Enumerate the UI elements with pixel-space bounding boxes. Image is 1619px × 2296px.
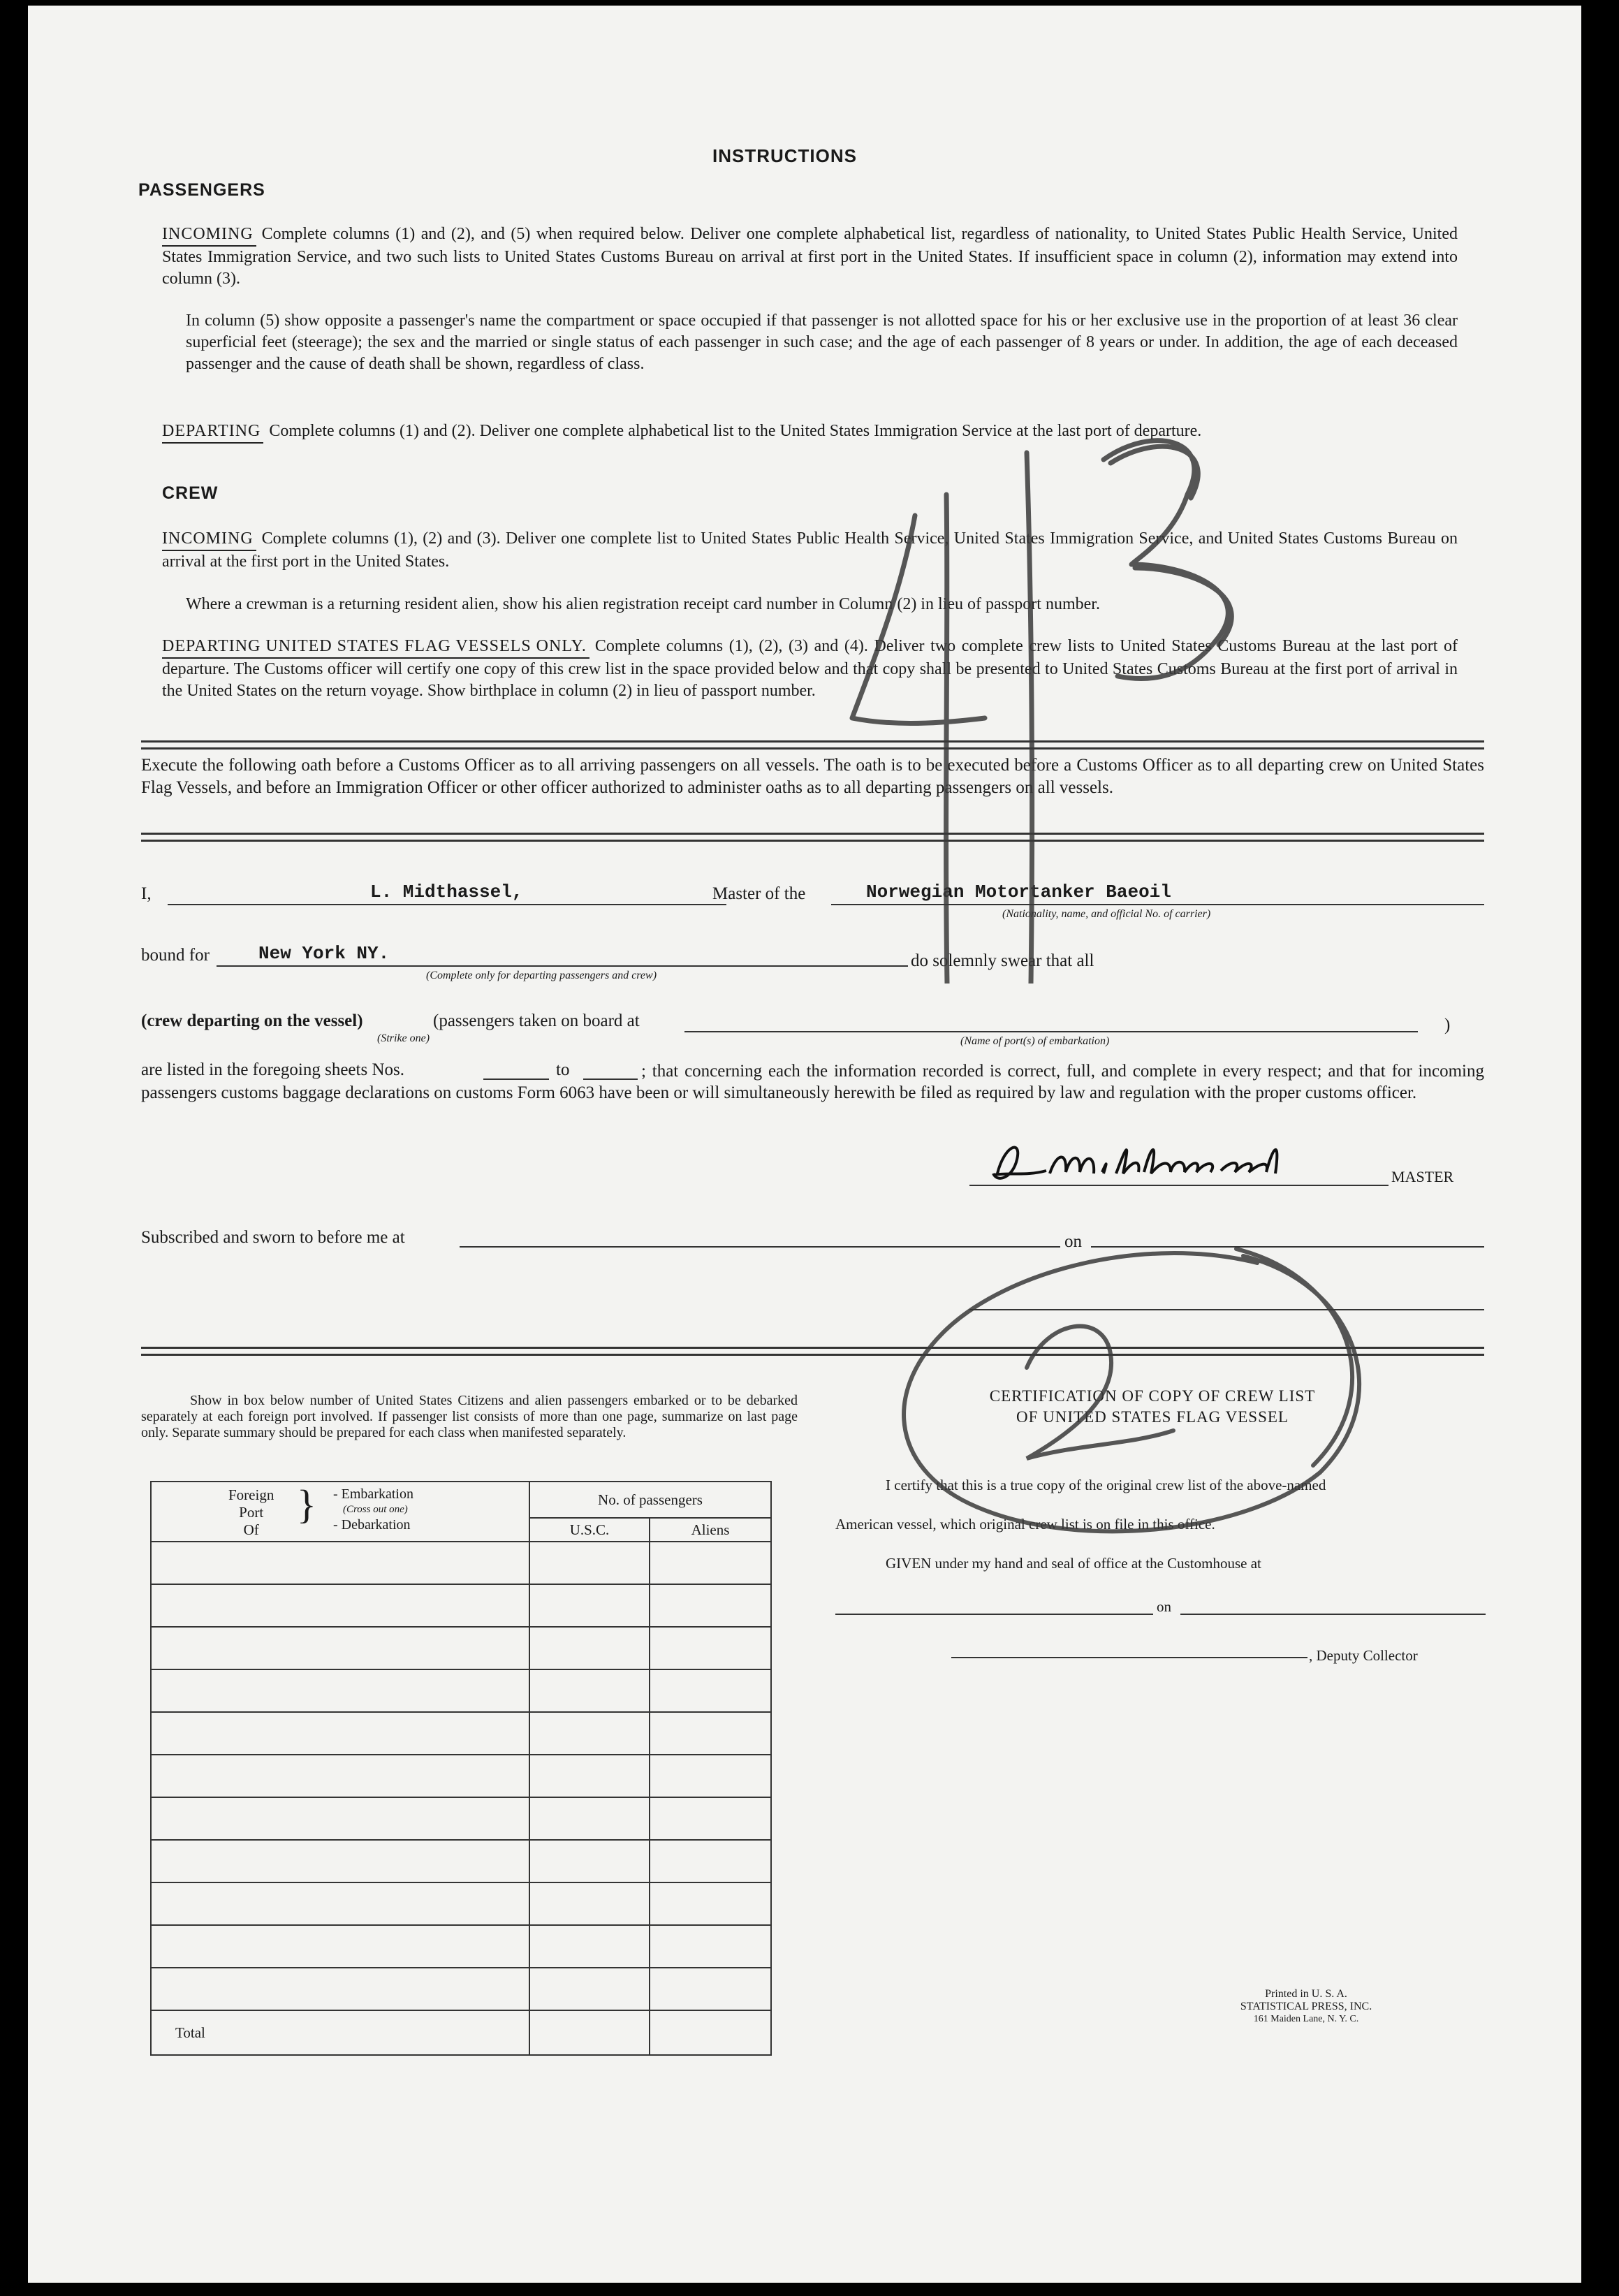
deputy-collector-label: , Deputy Collector [1309,1647,1418,1664]
bound-line [217,965,908,967]
deputy-signature-line [951,1657,1307,1658]
close-paren: ) [1444,1016,1451,1034]
passengers-incoming [162,224,1458,290]
vessel-name: Norwegian Motortanker Baeoil [866,882,1171,902]
usc-header: U.S.C. [529,1518,650,1542]
cert-line-1: I certify that this is a true copy of the original crew list of the above-named [886,1477,1326,1493]
table-row [151,1755,771,1797]
crew-incoming-text: Complete columns (1), (2) and (3). Deliver one complete list to United States Public Health Service, United States Immigration Service, and United States Customs Bureau on arrival at the first port in the United States. [162,529,1458,571]
subscribed-label: Subscribed and sworn to before me at [141,1228,405,1247]
master-name: L. Midthassel, [370,882,523,902]
cert-on-label: on [1157,1598,1171,1615]
table-row [151,1840,771,1882]
handwritten-413 [824,411,1425,984]
bound-for-label: bound for [141,946,210,965]
cert-place-line [835,1614,1153,1615]
no-of-passengers-header: No. of passengers [529,1482,771,1518]
incoming-label: INCOMING [162,224,256,247]
name-line [168,904,726,905]
master-of-label: Master of the [712,884,806,903]
departing-label: DEPARTING [162,421,263,444]
bound-for: New York NY. [258,943,390,964]
incoming-text: Complete columns (1) and (2), and (5) when required below. Deliver one complete alphabetical list, regardless of nationality, to United States Public Health Service, United States Immigration Service, and two such lists to United States Customs Bureau on arrival at first port in the United States. If insufficient space in column (2), information may extend into column (3). [162,225,1458,288]
strike-one-caption: (Strike one) [377,1032,430,1044]
table-row [151,1712,771,1755]
total-label: Total [151,2010,529,2055]
cert-date-line [1180,1614,1486,1615]
departing-text: Complete columns (1) and (2). Deliver one complete alphabetical list to the United States Immigration Service at the last port of departure. [269,422,1202,440]
crew-heading: CREW [162,483,219,503]
crew-incoming-label: INCOMING [162,528,256,551]
table-row [151,1627,771,1669]
table-row [151,1797,771,1840]
total-row [151,2010,771,2055]
flag-label: DEPARTING UNITED STATES FLAG VESSELS ONLY. [162,636,589,659]
passengers-taken-option: (passengers taken on board at [433,1011,640,1030]
oath-i: I, [141,884,152,903]
port-line [684,1031,1418,1032]
cert-line-2: American vessel, which original crew list is on file in this office. [835,1516,1215,1533]
passenger-summary-table [150,1481,772,2056]
crew-departing-option: (crew departing on the vessel) [141,1011,363,1030]
column5-instructions: In column (5) show opposite a passenger's name the compartment or space occupied if that passenger is not allotted space for his or her exclusive use in the proportion of at least 36 clear superficial feet (steerage); the sex and the married or single status of each passenger in such case; and the age of each passenger of 8 years or under. In addition, the age of each deceased passenger and the cause of death shall be shown, regardless of class. [186,312,1458,373]
port-header-cell [151,1482,529,1542]
brace: } [297,1482,316,1527]
master-signature [983,1132,1375,1196]
listed-b: ; that concerning each the information recorded is correct, full, and complete in every respect; and that for incoming passengers customs baggage declarations on customs Form 6063 have been or will simultaneously herewith be filed as required by law and regulation with the proper customs officer. [141,1062,1484,1102]
master-label: MASTER [1391,1168,1454,1185]
master-signature-line [969,1185,1389,1186]
flag-text: Complete columns (1), (2), (3) and (4). Deliver two complete crew lists to United States Customs Bureau at the last port of departure. The Customs officer will certify one copy of this crew list in the space provided below and that copy shall be presented to United States Customs Bureau at the first port of arrival in the United States on the return voyage. Show birthplace in column (2) in lieu of passport number. [162,637,1458,700]
table-row [151,1925,771,1968]
certification-title: CERTIFICATION OF COPY OF CREW LIST OF UNITED STATES FLAG VESSEL [989,1387,1316,1426]
instructions-title: INSTRUCTIONS [712,145,857,166]
table-row [151,1584,771,1627]
printer-imprint: Printed in U. S. A. STATISTICAL PRESS, INC. 161 Maiden Lane, N. Y. C. [1240,1988,1372,2024]
cert-line-3: GIVEN under my hand and seal of office at the Customhouse at [886,1555,1261,1572]
table-row [151,1542,771,1584]
foreign-port-of: Foreign Port Of [228,1486,274,1538]
crewman-note: Where a crewman is a returning resident alien, show his alien registration receipt card number in Column (2) in lieu of passport number. [186,595,1100,613]
aliens-header: Aliens [650,1518,771,1542]
passengers-heading: PASSENGERS [138,180,265,200]
table-row [151,1882,771,1925]
embark-debark: - Embarkation (Cross out one) - Debarkation [333,1486,413,1533]
sworn-on-label: on [1064,1232,1082,1251]
circled-2 [866,1221,1411,1542]
summary-note: Show in box below number of United States Citizens and alien passengers embarked or to be debarked separately at each foreign port involved. If passenger list consists of more than one page, summarize on last page only. Separate summary should be prepared for each class when manifested separately. [141,1393,798,1440]
listed-a: are listed in the foregoing sheets Nos. [141,1060,404,1079]
bound-caption: (Complete only for departing passengers and crew) [426,970,657,981]
vessel-caption: (Nationality, name, and official No. of carrier) [1002,908,1211,920]
table-row [151,1669,771,1712]
table-row [151,1968,771,2010]
listed-to: to [556,1060,570,1079]
port-caption: (Name of port(s) of embarkation) [960,1035,1110,1047]
oath-instructions: Execute the following oath before a Customs Officer as to all arriving passengers on all vessels. The oath is to be executed before a Customs Officer as to all departing crew on United States Flag Vessels, and before an Immigration Officer or other officer authorized to administer oaths as to all departing passengers on all vessels. [141,756,1484,797]
document-page [28,6,1581,2283]
swear-text: do solemnly swear that all [911,951,1094,970]
